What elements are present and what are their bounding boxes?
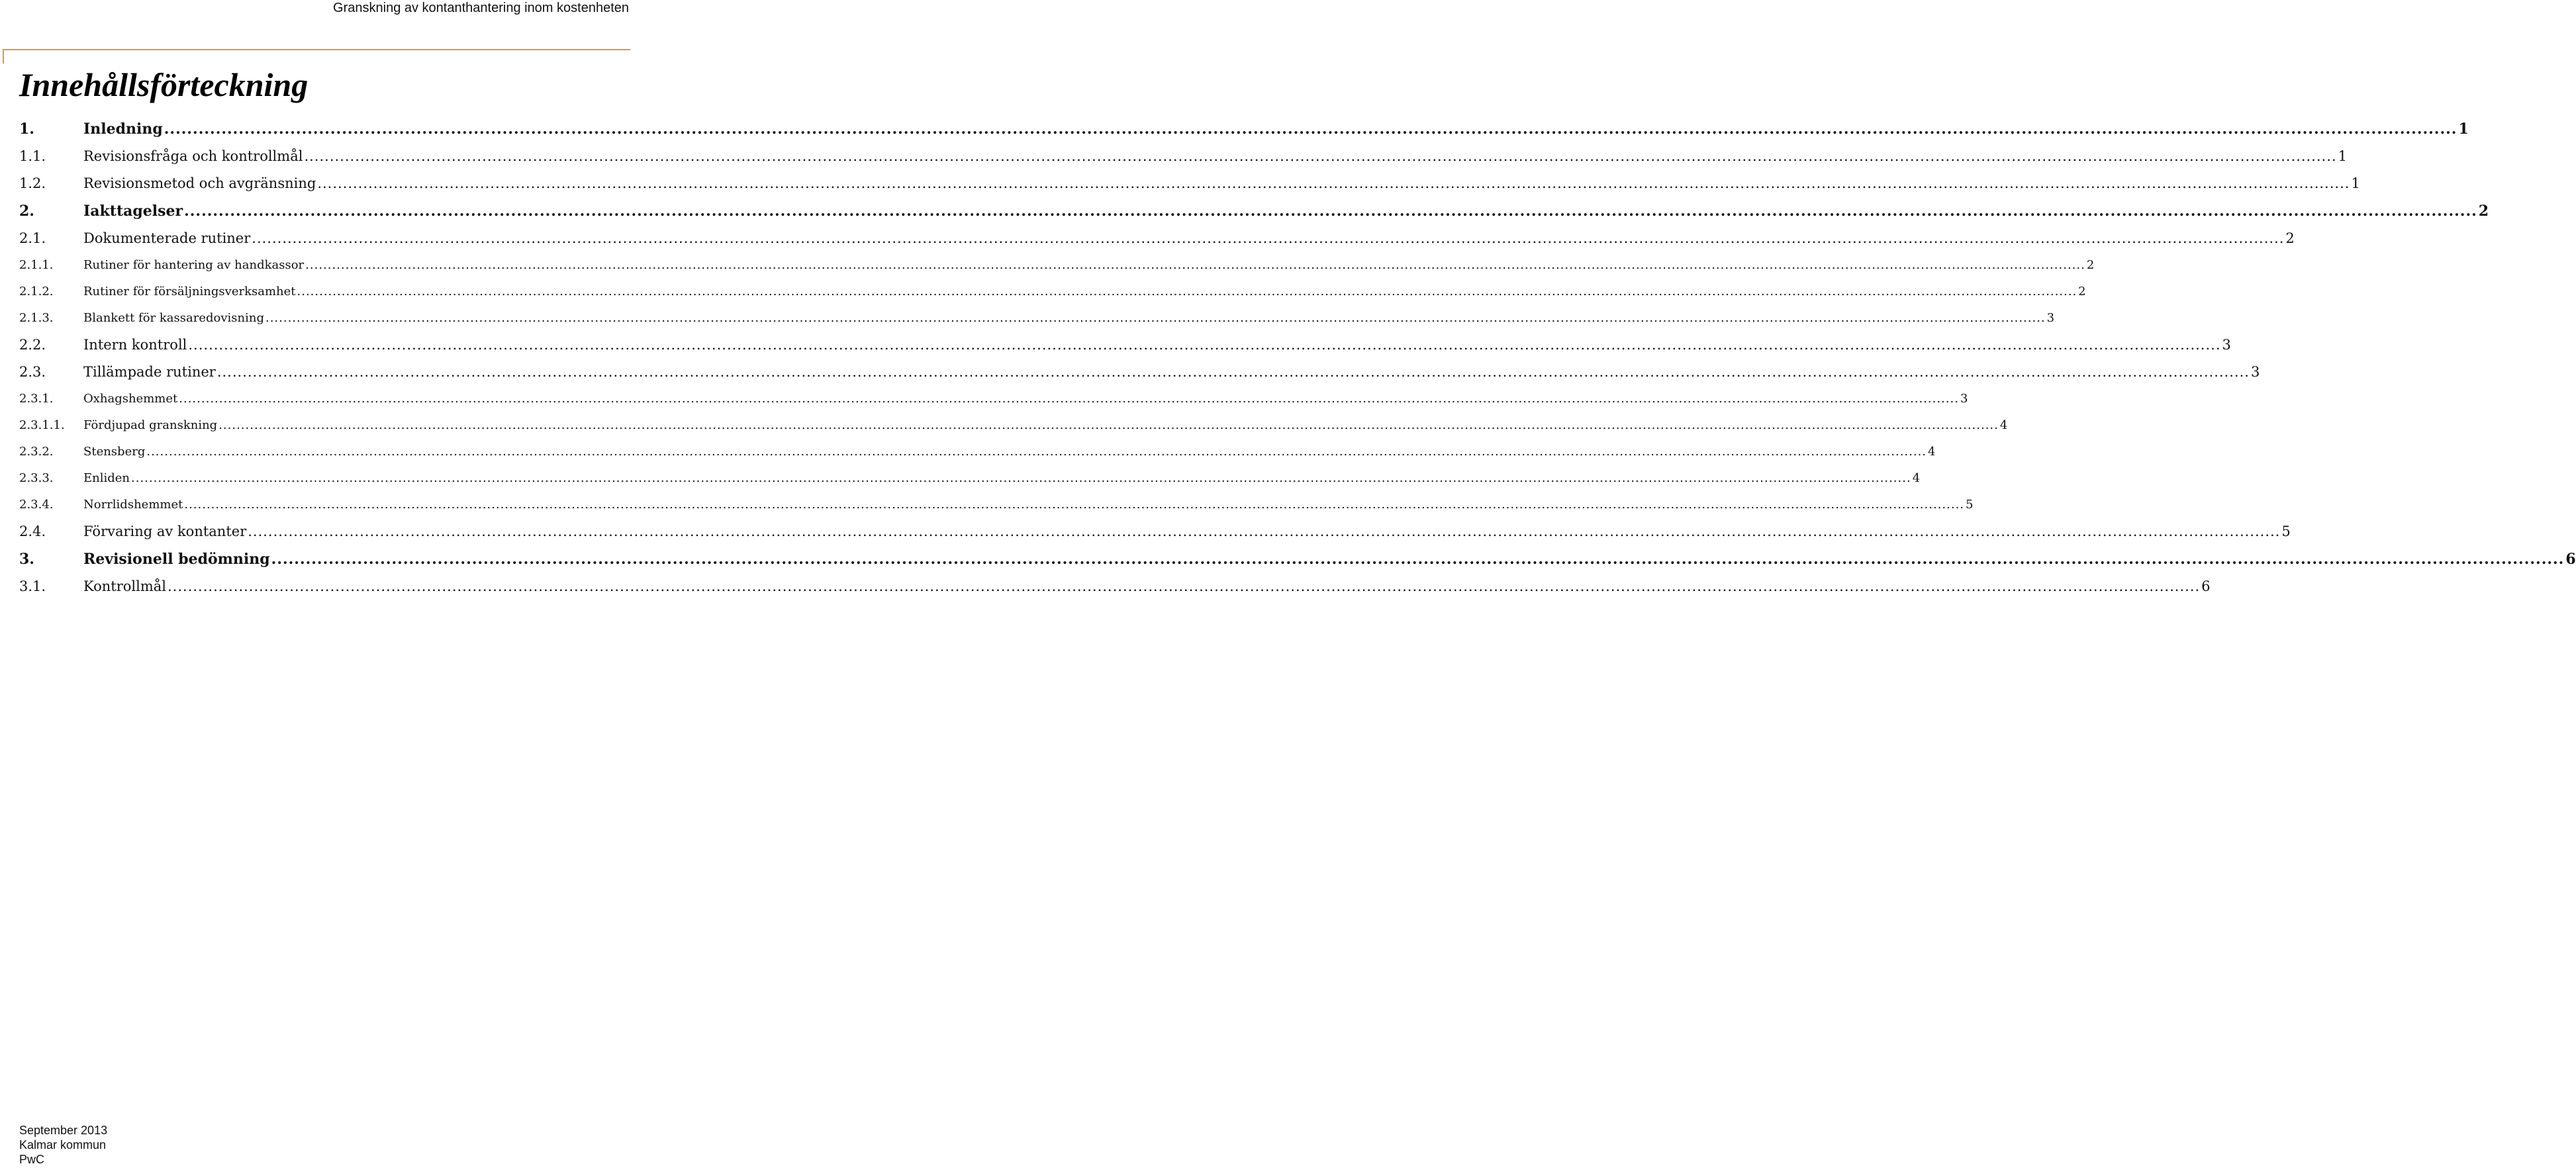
toc-title: Innehållsförteckning [19, 66, 309, 103]
toc-entry-page: 5 [2281, 523, 2291, 539]
toc-entry-page: 5 [1966, 498, 1974, 512]
toc-entry[interactable] [19, 252, 2095, 279]
toc-entry-title: Rutiner för hantering av handkassor [83, 258, 305, 272]
toc-entry[interactable] [19, 279, 2086, 305]
toc-entry-number: 2.1.3. [19, 311, 54, 325]
toc-dot-leader: ................................................................................................................................................................................................................................................................................................................................................................................................................ [317, 175, 2350, 191]
toc-entry-title: Stensberg [83, 445, 146, 459]
toc-entry-number: 1. [19, 120, 34, 138]
toc-dot-leader: ................................................................................................................................................................................................................................................................................................................................................................................................................ [131, 471, 1911, 485]
footer-date: September 2013 [19, 1124, 108, 1137]
header-rule-tick [3, 49, 4, 64]
footer [19, 1123, 107, 1167]
toc-dot-leader: ................................................................................................................................................................................................................................................................................................................................................................................................................ [184, 203, 2477, 220]
toc-entry-title: Blankett för kassaredovisning [83, 311, 264, 325]
toc-entry-page: 1 [2338, 148, 2347, 164]
toc-entry-page: 3 [1960, 392, 1968, 406]
toc-entry-page: 6 [2565, 551, 2576, 568]
toc-entry[interactable] [19, 359, 2260, 386]
toc-entry-number: 1.1. [19, 148, 46, 164]
header-rule [3, 49, 630, 50]
toc-dot-leader: ................................................................................................................................................................................................................................................................................................................................................................................................................ [252, 230, 2285, 246]
toc-dot-leader: ................................................................................................................................................................................................................................................................................................................................................................................................................ [179, 392, 1959, 406]
toc-entry-page: 3 [2250, 364, 2260, 380]
toc-dot-leader: ................................................................................................................................................................................................................................................................................................................................................................................................................ [188, 337, 2221, 353]
toc-entry[interactable] [19, 225, 2295, 252]
toc-entry-title: Dokumenterade rutiner [83, 230, 251, 246]
toc-entry-number: 3. [19, 551, 34, 568]
toc-dot-leader: ................................................................................................................................................................................................................................................................................................................................................................................................................ [218, 418, 1999, 432]
toc-entry-number: 2.3.4. [19, 498, 54, 512]
toc-entry-number: 2.1.2. [19, 285, 54, 298]
toc-entry-title: Enliden [83, 471, 130, 485]
toc-dot-leader: ................................................................................................................................................................................................................................................................................................................................................................................................................ [297, 285, 2077, 298]
toc-entry[interactable] [19, 386, 1968, 412]
toc-entry-page: 1 [2458, 120, 2469, 138]
toc-dot-leader: ................................................................................................................................................................................................................................................................................................................................................................................................................ [164, 120, 2457, 138]
toc-entry-page: 2 [2478, 203, 2489, 220]
toc-entry-number: 2.1. [19, 230, 46, 246]
toc-entry-page: 1 [2351, 175, 2360, 191]
footer-firm: PwC [19, 1153, 45, 1166]
toc-dot-leader: ................................................................................................................................................................................................................................................................................................................................................................................................................ [305, 258, 2085, 272]
toc-entry-title: Fördjupad granskning [83, 418, 218, 432]
toc-entry[interactable] [19, 439, 1936, 465]
toc-dot-leader: ................................................................................................................................................................................................................................................................................................................................................................................................................ [167, 578, 2201, 594]
toc-entry-title: Rutiner för försäljningsverksamhet [83, 285, 296, 298]
toc-entry-page: 2 [2078, 285, 2086, 298]
toc-entry[interactable] [19, 545, 2576, 573]
toc-entry-title: Oxhagshemmet [83, 392, 178, 406]
footer-client: Kalmar kommun [19, 1138, 107, 1151]
toc-dot-leader: ................................................................................................................................................................................................................................................................................................................................................................................................................ [265, 311, 2046, 325]
running-header: Granskning av kontanthantering inom kostenheten [333, 1, 629, 15]
toc-entry-title: Tillämpade rutiner [83, 364, 216, 380]
toc-entry-title: Iakttagelser [83, 203, 183, 220]
toc-entry-page: 6 [2201, 578, 2211, 594]
toc-entry-number: 2.3.2. [19, 445, 54, 459]
toc-entry-page: 4 [1928, 445, 1936, 459]
toc-entry[interactable] [19, 115, 2469, 143]
toc-dot-leader: ................................................................................................................................................................................................................................................................................................................................................................................................................ [216, 364, 2250, 380]
toc-entry-page: 2 [2285, 230, 2295, 246]
toc-entry-page: 2 [2086, 258, 2095, 272]
toc-entry-number: 2.4. [19, 523, 46, 539]
toc-dot-leader: ................................................................................................................................................................................................................................................................................................................................................................................................................ [271, 551, 2565, 568]
toc-entry-number: 3.1. [19, 578, 46, 594]
toc-entry[interactable] [19, 143, 2347, 170]
toc-dot-leader: ................................................................................................................................................................................................................................................................................................................................................................................................................ [248, 523, 2281, 539]
toc-entry-number: 2. [19, 203, 34, 220]
toc-dot-leader: ................................................................................................................................................................................................................................................................................................................................................................................................................ [184, 498, 1965, 512]
toc-entry[interactable] [19, 465, 1921, 492]
toc-entry-page: 4 [1912, 471, 1921, 485]
toc-entry-page: 3 [2046, 311, 2055, 325]
toc-entry-title: Revisionell bedömning [83, 551, 270, 568]
toc-entry[interactable] [19, 305, 2055, 332]
toc-entry[interactable] [19, 573, 2211, 600]
toc-entry-title: Kontrollmål [83, 578, 166, 594]
toc-entry[interactable] [19, 492, 1974, 518]
toc-entry-title: Revisionsmetod och avgränsning [83, 175, 316, 191]
toc-dot-leader: ................................................................................................................................................................................................................................................................................................................................................................................................................ [304, 148, 2337, 164]
toc-entry-number: 2.2. [19, 337, 46, 353]
toc-entry-number: 2.3.1.1. [19, 418, 65, 432]
toc-entry[interactable] [19, 197, 2489, 225]
table-of-contents [19, 115, 2576, 600]
toc-dot-leader: ................................................................................................................................................................................................................................................................................................................................................................................................................ [146, 445, 1927, 459]
toc-entry-page: 4 [1999, 418, 2008, 432]
toc-entry-number: 2.3.3. [19, 471, 54, 485]
toc-entry-title: Inledning [83, 120, 163, 138]
toc-entry[interactable] [19, 518, 2291, 545]
toc-entry-title: Förvaring av kontanter [83, 523, 247, 539]
toc-entry-number: 1.2. [19, 175, 46, 191]
toc-entry-page: 3 [2222, 337, 2231, 353]
toc-entry-number: 2.1.1. [19, 258, 54, 272]
toc-entry[interactable] [19, 170, 2360, 197]
toc-entry-number: 2.3. [19, 364, 46, 380]
toc-entry[interactable] [19, 412, 2008, 439]
toc-entry-title: Norrlidshemmet [83, 498, 183, 512]
toc-entry-title: Intern kontroll [83, 337, 187, 353]
toc-entry[interactable] [19, 332, 2231, 359]
toc-entry-number: 2.3.1. [19, 392, 54, 406]
toc-entry-title: Revisionsfråga och kontrollmål [83, 148, 303, 164]
